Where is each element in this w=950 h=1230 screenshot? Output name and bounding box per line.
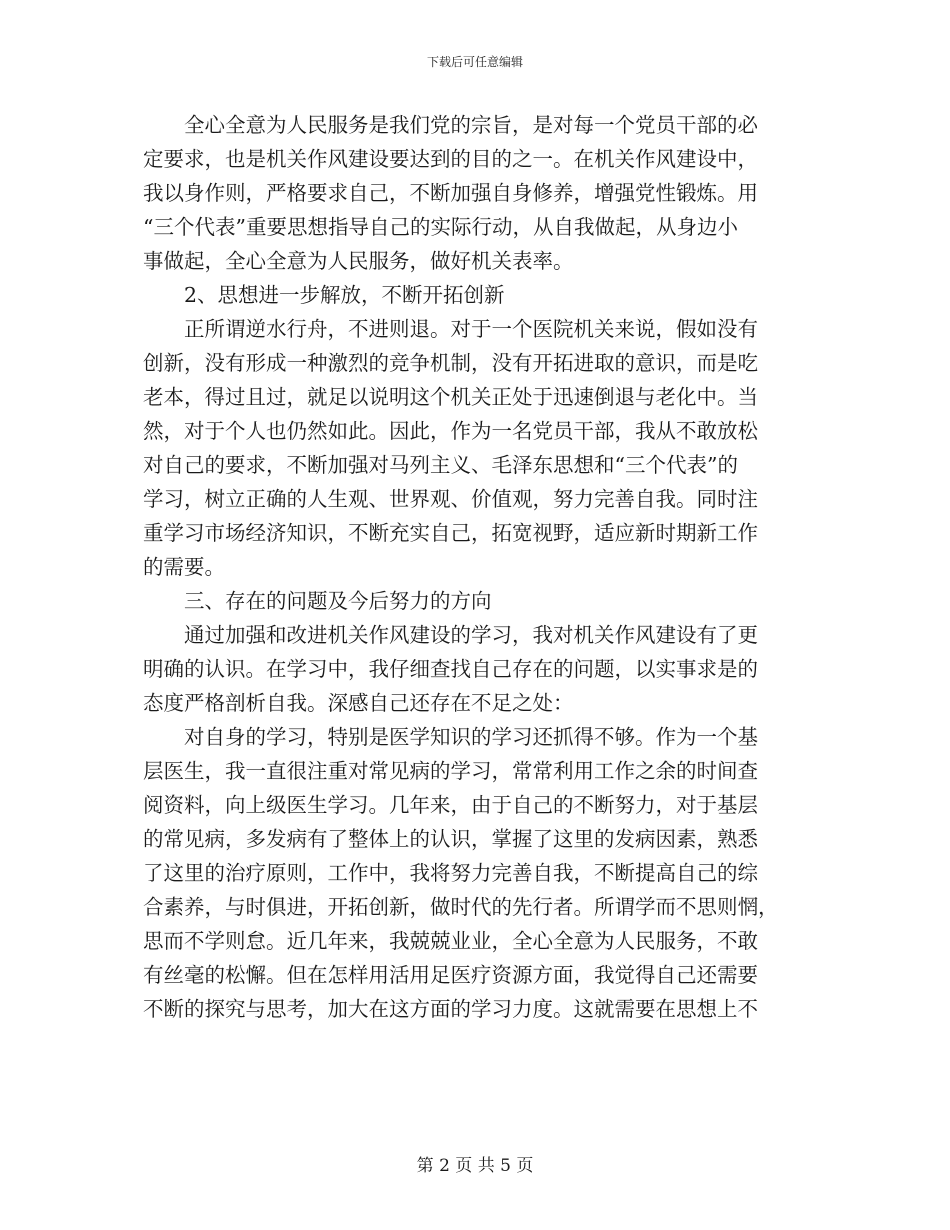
- section-heading: 2、思想进一步解放，不断开拓创新: [184, 283, 505, 307]
- page-header: 下载后可任意编辑: [426, 55, 523, 69]
- page-number: 第 2 页 共 5 页: [416, 1156, 534, 1176]
- paragraph-line: 了这里的治疗原则，工作中，我将努力完善自我，不断提高自己的综: [143, 861, 758, 885]
- paragraph-line: 我以身作则，严格要求自己，不断加强自身修养，增强党性锻炼。用: [143, 181, 758, 205]
- paragraph-line: 然，对于个人也仍然如此。因此，作为一名党员干部，我从不敢放松: [143, 419, 758, 443]
- paragraph-line: 学习，树立正确的人生观、世界观、价值观，努力完善自我。同时注: [143, 487, 758, 511]
- section-heading: 三、存在的问题及今后努力的方向: [184, 589, 492, 613]
- paragraph-line: 老本，得过且过，就足以说明这个机关正处于迅速倒退与老化中。当: [143, 385, 758, 409]
- paragraph-line: 合素养，与时俱进，开拓创新，做时代的先行者。所谓学而不思则惘，: [143, 895, 779, 919]
- document-body: [143, 108, 803, 1026]
- paragraph-line: 有丝毫的松懈。但在怎样用活用足医疗资源方面，我觉得自己还需要: [143, 963, 758, 987]
- paragraph-line: 创新，没有形成一种激烈的竞争机制，没有开拓进取的意识，而是吃: [143, 351, 758, 375]
- paragraph-line: 通过加强和改进机关作风建设的学习，我对机关作风建设有了更: [184, 623, 758, 647]
- paragraph-line: 事做起，全心全意为人民服务，做好机关表率。: [143, 249, 574, 273]
- paragraph-line: 明确的认识。在学习中，我仔细查找自己存在的问题，以实事求是的: [143, 657, 758, 681]
- paragraph-line: 对自身的学习，特别是医学知识的学习还抓得不够。作为一个基: [184, 725, 758, 749]
- paragraph-line: 阅资料，向上级医生学习。几年来，由于自己的不断努力，对于基层: [143, 793, 758, 817]
- paragraph-line: 的需要。: [143, 555, 225, 579]
- paragraph-line: 全心全意为人民服务是我们党的宗旨，是对每一个党员干部的必: [184, 113, 758, 137]
- paragraph-line: 态度严格剖析自我。深感自己还存在不足之处：: [143, 691, 574, 715]
- paragraph-line: 对自己的要求，不断加强对马列主义、毛泽东思想和“三个代表”的: [143, 453, 738, 477]
- paragraph-line: 层医生，我一直很注重对常见病的学习，常常利用工作之余的时间查: [143, 759, 758, 783]
- paragraph-line: 定要求，也是机关作风建设要达到的目的之一。在机关作风建设中，: [143, 147, 758, 171]
- paragraph-line: 思而不学则怠。近几年来，我兢兢业业，全心全意为人民服务，不敢: [143, 929, 758, 953]
- paragraph-line: 正所谓逆水行舟，不进则退。对于一个医院机关来说，假如没有: [184, 317, 758, 341]
- paragraph-line: 重学习市场经济知识，不断充实自己，拓宽视野，适应新时期新工作: [143, 521, 758, 545]
- paragraph-line: 不断的探究与思考，加大在这方面的学习力度。这就需要在思想上不: [143, 997, 758, 1021]
- paragraph-line: 的常见病，多发病有了整体上的认识，掌握了这里的发病因素，熟悉: [143, 827, 758, 851]
- paragraph-line: “三个代表”重要思想指导自己的实际行动，从自我做起，从身边小: [143, 215, 738, 239]
